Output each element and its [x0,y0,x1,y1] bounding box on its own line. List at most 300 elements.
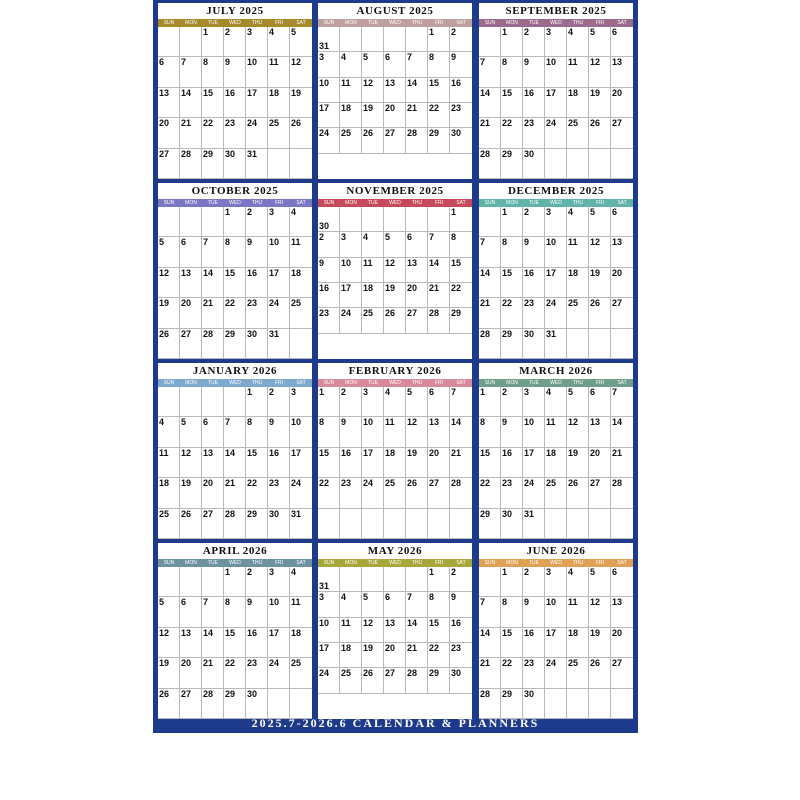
day-cell[interactable] [340,387,362,417]
day-cell[interactable] [362,592,384,617]
day-cell[interactable] [589,298,611,328]
day-cell[interactable] [362,509,384,539]
day-cell[interactable] [450,478,472,508]
day-cell[interactable] [202,597,224,627]
day-cell[interactable] [158,27,180,57]
day-cell[interactable] [180,567,202,597]
day-cell[interactable] [406,668,428,693]
day-cell[interactable] [180,387,202,417]
day-cell[interactable] [290,207,312,237]
day-cell[interactable] [501,298,523,328]
day-cell[interactable] [246,478,268,508]
day-cell[interactable] [202,207,224,237]
day-cell[interactable] [180,149,202,179]
day-cell[interactable] [246,88,268,118]
day-cell[interactable] [224,628,246,658]
day-cell[interactable] [340,618,362,643]
day-cell[interactable] [318,668,340,693]
day-cell[interactable] [545,118,567,148]
day-cell[interactable] [501,268,523,298]
day-cell[interactable] [501,478,523,508]
day-cell[interactable] [523,118,545,148]
day-cell[interactable] [224,417,246,447]
day-cell[interactable] [318,283,340,308]
day-cell[interactable] [479,329,501,359]
day-cell[interactable] [501,149,523,179]
day-cell[interactable] [158,658,180,688]
day-cell[interactable] [589,628,611,658]
day-cell[interactable] [611,118,633,148]
day-cell[interactable] [611,298,633,328]
day-cell[interactable] [268,118,290,148]
day-cell[interactable] [224,57,246,87]
day-cell[interactable] [450,509,472,539]
day-cell[interactable] [158,567,180,597]
day-cell[interactable] [479,597,501,627]
day-cell[interactable] [340,103,362,128]
day-cell[interactable] [589,88,611,118]
day-cell[interactable] [523,448,545,478]
day-cell[interactable] [479,298,501,328]
day-cell[interactable] [523,329,545,359]
day-cell[interactable] [501,207,523,237]
day-cell[interactable] [268,237,290,267]
day-cell[interactable] [290,628,312,658]
day-cell[interactable] [523,57,545,87]
day-cell[interactable] [523,27,545,57]
day-cell[interactable] [406,643,428,668]
day-cell[interactable] [362,567,384,592]
day-cell[interactable] [523,628,545,658]
day-cell[interactable] [340,592,362,617]
day-cell[interactable] [611,658,633,688]
day-cell[interactable] [406,478,428,508]
day-cell[interactable] [567,448,589,478]
day-cell[interactable] [589,387,611,417]
day-cell[interactable] [340,27,362,52]
day-cell[interactable] [589,478,611,508]
day-cell[interactable] [268,329,290,359]
day-cell[interactable] [406,283,428,308]
day-cell[interactable] [545,567,567,597]
day-cell[interactable] [589,567,611,597]
day-cell[interactable] [384,52,406,77]
day-cell[interactable] [362,643,384,668]
day-cell[interactable] [479,448,501,478]
day-cell[interactable] [246,207,268,237]
day-cell[interactable] [246,149,268,179]
day-cell[interactable] [268,57,290,87]
day-cell[interactable] [450,643,472,668]
day-cell[interactable] [428,27,450,52]
day-cell[interactable] [589,149,611,179]
day-cell[interactable] [268,268,290,298]
day-cell[interactable] [180,237,202,267]
day-cell[interactable] [290,298,312,328]
day-cell[interactable] [158,329,180,359]
day-cell[interactable] [589,509,611,539]
day-cell[interactable] [523,658,545,688]
day-cell[interactable] [523,88,545,118]
day-cell[interactable] [268,88,290,118]
day-cell[interactable] [450,567,472,592]
day-cell[interactable] [246,417,268,447]
day-cell[interactable] [384,643,406,668]
day-cell[interactable] [545,628,567,658]
day-cell[interactable] [611,509,633,539]
day-cell[interactable] [501,658,523,688]
day-cell[interactable] [180,628,202,658]
day-cell[interactable] [479,27,501,57]
day-cell[interactable] [501,628,523,658]
day-cell[interactable] [158,417,180,447]
day-cell[interactable] [479,417,501,447]
day-cell[interactable] [501,118,523,148]
day-cell[interactable] [589,27,611,57]
day-cell[interactable] [362,308,384,333]
day-cell[interactable] [268,149,290,179]
day-cell[interactable] [180,298,202,328]
day-cell[interactable] [545,298,567,328]
day-cell[interactable] [567,509,589,539]
day-cell[interactable] [450,232,472,257]
day-cell[interactable] [589,57,611,87]
day-cell[interactable] [340,207,362,232]
day-cell[interactable] [406,308,428,333]
day-cell[interactable] [501,27,523,57]
day-cell[interactable] [479,478,501,508]
day-cell[interactable] [450,668,472,693]
day-cell[interactable] [384,567,406,592]
day-cell[interactable] [290,268,312,298]
day-cell[interactable] [450,207,472,232]
day-cell[interactable] [545,88,567,118]
day-cell[interactable] [318,258,340,283]
day-cell[interactable] [290,597,312,627]
day-cell[interactable] [180,118,202,148]
day-cell[interactable] [406,567,428,592]
day-cell[interactable] [224,658,246,688]
day-cell[interactable] [479,118,501,148]
day-cell[interactable] [158,448,180,478]
day-cell[interactable] [290,118,312,148]
day-cell[interactable] [224,237,246,267]
day-cell[interactable] [545,597,567,627]
day-cell[interactable] [523,597,545,627]
day-cell[interactable] [501,448,523,478]
day-cell[interactable] [224,478,246,508]
day-cell[interactable] [479,658,501,688]
day-cell[interactable] [501,417,523,447]
day-cell[interactable] [406,103,428,128]
day-cell[interactable] [384,283,406,308]
day-cell[interactable] [384,207,406,232]
day-cell[interactable] [202,118,224,148]
day-cell[interactable] [180,509,202,539]
day-cell[interactable] [158,118,180,148]
day-cell[interactable] [224,448,246,478]
day-cell[interactable] [589,268,611,298]
day-cell[interactable] [428,258,450,283]
day-cell[interactable] [523,298,545,328]
day-cell[interactable] [611,237,633,267]
day-cell[interactable] [224,509,246,539]
day-cell[interactable] [589,329,611,359]
day-cell[interactable] [428,448,450,478]
day-cell[interactable] [523,268,545,298]
day-cell[interactable] [479,268,501,298]
day-cell[interactable] [224,597,246,627]
day-cell[interactable] [246,329,268,359]
day-cell[interactable] [501,387,523,417]
day-cell[interactable] [180,27,202,57]
day-cell[interactable] [158,478,180,508]
day-cell[interactable] [180,268,202,298]
day-cell[interactable] [406,128,428,153]
day-cell[interactable] [318,308,340,333]
day-cell[interactable] [611,387,633,417]
day-cell[interactable] [362,258,384,283]
day-cell[interactable] [545,478,567,508]
day-cell[interactable] [611,57,633,87]
day-cell[interactable] [318,27,340,52]
day-cell[interactable] [180,658,202,688]
day-cell[interactable] [406,78,428,103]
day-cell[interactable] [589,448,611,478]
day-cell[interactable] [318,103,340,128]
day-cell[interactable] [180,329,202,359]
day-cell[interactable] [268,448,290,478]
day-cell[interactable] [428,417,450,447]
day-cell[interactable] [318,592,340,617]
day-cell[interactable] [384,232,406,257]
day-cell[interactable] [224,268,246,298]
day-cell[interactable] [567,118,589,148]
day-cell[interactable] [611,478,633,508]
day-cell[interactable] [428,567,450,592]
day-cell[interactable] [567,478,589,508]
day-cell[interactable] [567,628,589,658]
day-cell[interactable] [318,232,340,257]
day-cell[interactable] [589,207,611,237]
day-cell[interactable] [340,643,362,668]
day-cell[interactable] [158,149,180,179]
day-cell[interactable] [545,448,567,478]
day-cell[interactable] [589,658,611,688]
day-cell[interactable] [545,268,567,298]
day-cell[interactable] [384,103,406,128]
day-cell[interactable] [406,417,428,447]
day-cell[interactable] [479,149,501,179]
day-cell[interactable] [428,643,450,668]
day-cell[interactable] [362,128,384,153]
day-cell[interactable] [224,88,246,118]
day-cell[interactable] [158,387,180,417]
day-cell[interactable] [158,57,180,87]
day-cell[interactable] [523,207,545,237]
day-cell[interactable] [246,237,268,267]
day-cell[interactable] [501,597,523,627]
day-cell[interactable] [545,658,567,688]
day-cell[interactable] [202,27,224,57]
day-cell[interactable] [450,618,472,643]
day-cell[interactable] [545,329,567,359]
day-cell[interactable] [479,628,501,658]
day-cell[interactable] [384,258,406,283]
day-cell[interactable] [450,258,472,283]
day-cell[interactable] [384,78,406,103]
day-cell[interactable] [268,387,290,417]
day-cell[interactable] [290,658,312,688]
day-cell[interactable] [202,237,224,267]
day-cell[interactable] [362,232,384,257]
day-cell[interactable] [567,268,589,298]
day-cell[interactable] [428,478,450,508]
day-cell[interactable] [567,597,589,627]
day-cell[interactable] [406,232,428,257]
day-cell[interactable] [268,478,290,508]
day-cell[interactable] [545,27,567,57]
day-cell[interactable] [501,509,523,539]
day-cell[interactable] [202,329,224,359]
day-cell[interactable] [224,149,246,179]
day-cell[interactable] [202,298,224,328]
day-cell[interactable] [158,597,180,627]
day-cell[interactable] [362,27,384,52]
day-cell[interactable] [318,567,340,592]
day-cell[interactable] [268,628,290,658]
day-cell[interactable] [545,237,567,267]
day-cell[interactable] [567,57,589,87]
day-cell[interactable] [318,387,340,417]
day-cell[interactable] [340,258,362,283]
day-cell[interactable] [611,329,633,359]
day-cell[interactable] [202,478,224,508]
day-cell[interactable] [545,417,567,447]
day-cell[interactable] [428,52,450,77]
day-cell[interactable] [428,618,450,643]
day-cell[interactable] [158,268,180,298]
day-cell[interactable] [428,232,450,257]
day-cell[interactable] [428,78,450,103]
day-cell[interactable] [202,448,224,478]
day-cell[interactable] [246,298,268,328]
day-cell[interactable] [450,308,472,333]
day-cell[interactable] [180,207,202,237]
day-cell[interactable] [523,417,545,447]
day-cell[interactable] [202,658,224,688]
day-cell[interactable] [611,27,633,57]
day-cell[interactable] [479,237,501,267]
day-cell[interactable] [450,417,472,447]
day-cell[interactable] [611,207,633,237]
day-cell[interactable] [362,417,384,447]
day-cell[interactable] [567,329,589,359]
day-cell[interactable] [180,597,202,627]
day-cell[interactable] [362,618,384,643]
day-cell[interactable] [611,567,633,597]
day-cell[interactable] [180,478,202,508]
day-cell[interactable] [246,448,268,478]
day-cell[interactable] [362,78,384,103]
day-cell[interactable] [406,387,428,417]
day-cell[interactable] [406,592,428,617]
day-cell[interactable] [290,567,312,597]
day-cell[interactable] [406,448,428,478]
day-cell[interactable] [501,57,523,87]
day-cell[interactable] [340,78,362,103]
day-cell[interactable] [384,478,406,508]
day-cell[interactable] [158,298,180,328]
day-cell[interactable] [450,448,472,478]
day-cell[interactable] [428,207,450,232]
day-cell[interactable] [428,592,450,617]
day-cell[interactable] [501,567,523,597]
day-cell[interactable] [384,509,406,539]
day-cell[interactable] [406,258,428,283]
day-cell[interactable] [202,268,224,298]
day-cell[interactable] [479,88,501,118]
day-cell[interactable] [450,387,472,417]
day-cell[interactable] [290,237,312,267]
day-cell[interactable] [202,149,224,179]
day-cell[interactable] [589,118,611,148]
day-cell[interactable] [268,417,290,447]
day-cell[interactable] [406,52,428,77]
day-cell[interactable] [246,268,268,298]
day-cell[interactable] [567,387,589,417]
day-cell[interactable] [523,237,545,267]
day-cell[interactable] [384,618,406,643]
day-cell[interactable] [567,237,589,267]
day-cell[interactable] [406,27,428,52]
day-cell[interactable] [450,128,472,153]
day-cell[interactable] [362,478,384,508]
day-cell[interactable] [246,628,268,658]
day-cell[interactable] [362,52,384,77]
day-cell[interactable] [479,567,501,597]
day-cell[interactable] [340,509,362,539]
day-cell[interactable] [224,329,246,359]
day-cell[interactable] [158,628,180,658]
day-cell[interactable] [384,668,406,693]
day-cell[interactable] [340,448,362,478]
day-cell[interactable] [406,207,428,232]
day-cell[interactable] [501,329,523,359]
day-cell[interactable] [158,509,180,539]
day-cell[interactable] [246,597,268,627]
day-cell[interactable] [318,509,340,539]
day-cell[interactable] [318,417,340,447]
day-cell[interactable] [611,417,633,447]
day-cell[interactable] [180,57,202,87]
day-cell[interactable] [567,658,589,688]
day-cell[interactable] [290,448,312,478]
day-cell[interactable] [589,237,611,267]
day-cell[interactable] [318,78,340,103]
day-cell[interactable] [340,478,362,508]
day-cell[interactable] [545,509,567,539]
day-cell[interactable] [428,509,450,539]
day-cell[interactable] [428,387,450,417]
day-cell[interactable] [384,387,406,417]
day-cell[interactable] [589,597,611,627]
day-cell[interactable] [290,149,312,179]
day-cell[interactable] [428,103,450,128]
day-cell[interactable] [450,283,472,308]
day-cell[interactable] [567,207,589,237]
day-cell[interactable] [268,27,290,57]
